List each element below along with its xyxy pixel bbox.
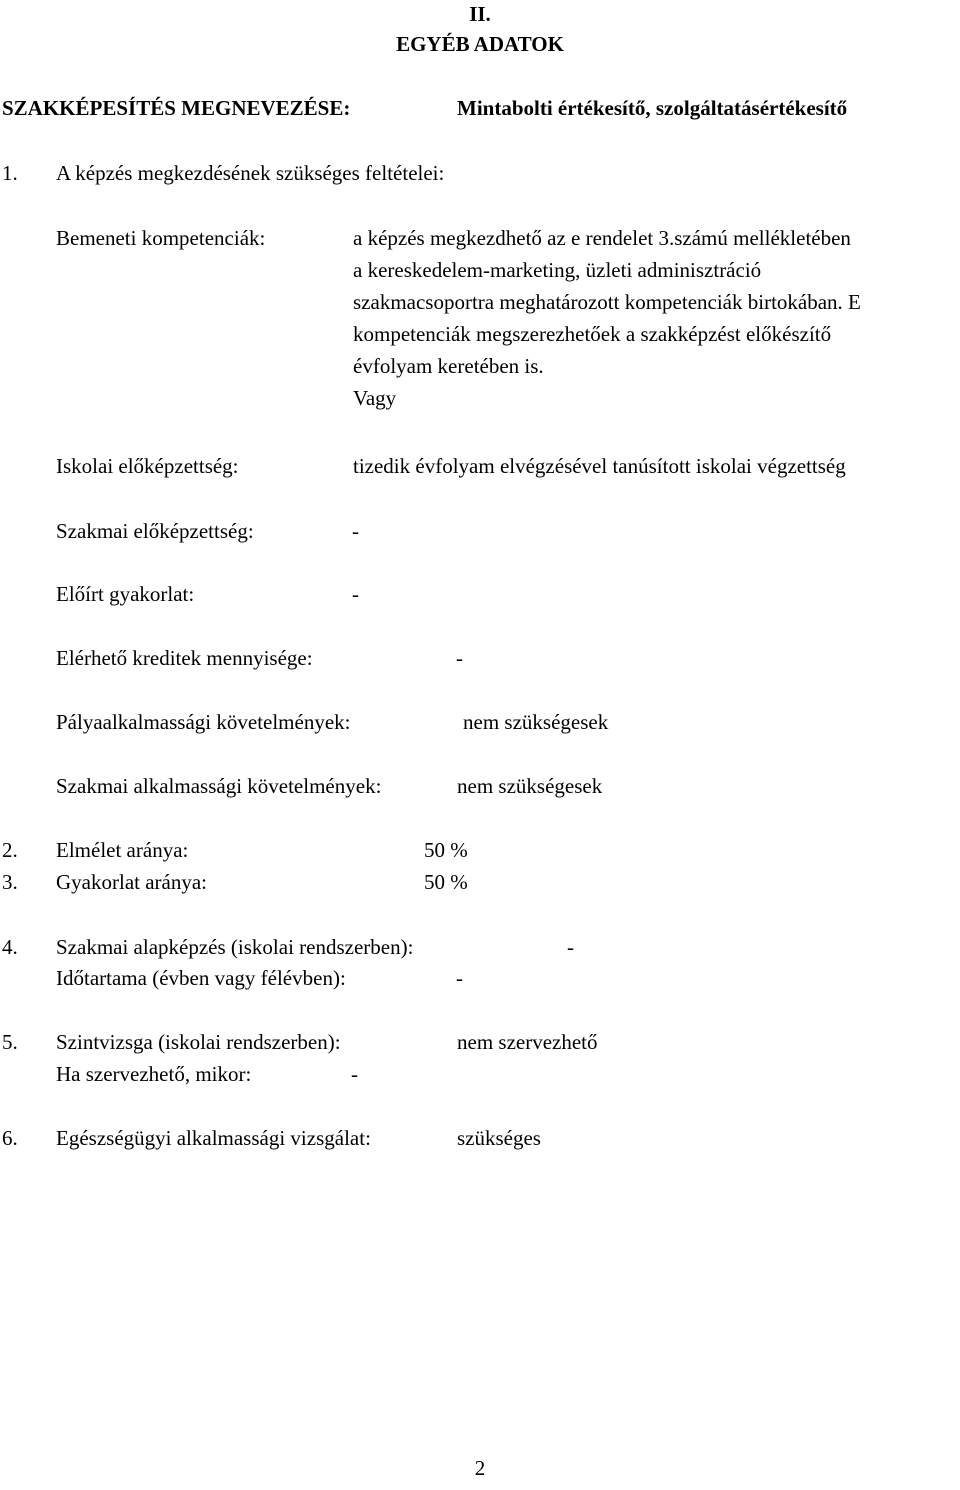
exam-when-label: Ha szervezhető, mikor: (56, 1062, 252, 1086)
item4-number: 4. (2, 935, 18, 959)
practice-ratio-value: 50 % (424, 870, 468, 894)
duration-label: Időtartama (évben vagy félévben): (56, 966, 346, 990)
career-suitability-label: Pályaalkalmassági követelmények: (56, 710, 351, 734)
health-exam-label: Egészségügyi alkalmassági vizsgálat: (56, 1126, 371, 1150)
item1-title: A képzés megkezdésének szükséges feltételei: (56, 161, 445, 185)
item1-number: 1. (2, 161, 18, 185)
health-exam-value: szükséges (457, 1126, 541, 1150)
level-exam-value: nem szervezhető (457, 1030, 598, 1054)
entry-competencies-line: a kereskedelem-marketing, üzleti adminisztráció (353, 258, 762, 282)
professional-suitability-value: nem szükségesek (457, 774, 603, 798)
professional-prerequisite-label: Szakmai előképzettség: (56, 519, 254, 543)
level-exam-label: Szintvizsga (iskolai rendszerben): (56, 1030, 341, 1054)
entry-competencies-line: kompetenciák megszerezhetőek a szakképzést előkészítő (353, 322, 832, 346)
entry-competencies-line: a képzés megkezdhető az e rendelet 3.számú mellékletében (353, 226, 851, 250)
qualification-value: Mintabolti értékesítő, szolgáltatásértékesítő (457, 96, 848, 120)
entry-competencies-line: évfolyam keretében is. (353, 354, 544, 378)
credits-label: Elérhető kreditek mennyisége: (56, 646, 313, 670)
qualification-label: SZAKKÉPESÍTÉS MEGNEVEZÉSE: (2, 96, 351, 120)
required-practice-value: - (352, 582, 359, 606)
credits-value: - (456, 646, 463, 670)
entry-competencies-or: Vagy (353, 386, 397, 410)
school-prerequisite-label: Iskolai előképzettség: (56, 454, 239, 478)
theory-ratio-value: 50 % (424, 838, 468, 862)
duration-value: - (456, 966, 463, 990)
section-title: EGYÉB ADATOK (396, 32, 564, 56)
entry-competencies-line: szakmacsoportra meghatározott kompetenciák birtokában. E (353, 290, 861, 314)
professional-prerequisite-value: - (352, 519, 359, 543)
professional-suitability-label: Szakmai alkalmassági követelmények: (56, 774, 382, 798)
entry-competencies-label: Bemeneti kompetenciák: (56, 226, 266, 250)
entry-competencies-text (353, 222, 861, 414)
basic-training-value: - (567, 935, 574, 959)
basic-training-label: Szakmai alapképzés (iskolai rendszerben): (56, 935, 414, 959)
item6-number: 6. (2, 1126, 18, 1150)
item3-number: 3. (2, 870, 18, 894)
practice-ratio-label: Gyakorlat aránya: (56, 870, 208, 894)
theory-ratio-label: Elmélet aránya: (56, 838, 189, 862)
section-number: II. (469, 2, 491, 26)
exam-when-value: - (351, 1062, 358, 1086)
item2-number: 2. (2, 838, 18, 862)
career-suitability-value: nem szükségesek (463, 710, 609, 734)
page-number: 2 (474, 1456, 486, 1480)
school-prerequisite-value: tizedik évfolyam elvégzésével tanúsított iskolai végzettség (353, 454, 846, 478)
item5-number: 5. (2, 1030, 18, 1054)
required-practice-label: Előírt gyakorlat: (56, 582, 195, 606)
